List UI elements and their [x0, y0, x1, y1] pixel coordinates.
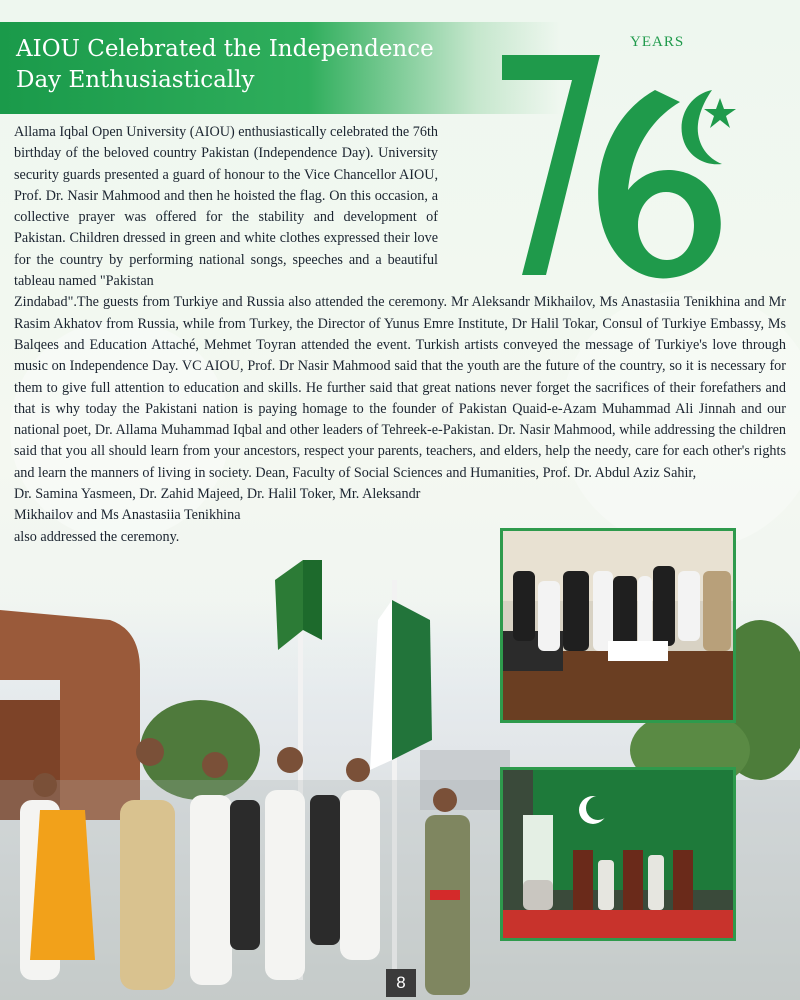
page-number: 8 — [386, 969, 416, 997]
article-paragraph-intro: Allama Iqbal Open University (AIOU) enthusiastically celebrated the 76th birthday of the beloved country Pakistan (Independence Day). University security guards presented a guard of honour to the Vice Chancellor AIOU, Prof. Dr. Nasir Mahmood and then he hoisted the flag. On this occasion, a collective prayer was offered for the stability and development of Pakistan. Children dressed in green and white clothes expressed their love for the country by performing national songs, speeches and a beautiful tableau named "Pakistan — [14, 124, 438, 290]
article-body — [14, 122, 786, 548]
title-band — [0, 22, 560, 114]
article-paragraph-tail-3: also addressed the ceremony. — [14, 528, 180, 545]
article-paragraph-tail-2: Mikhailov and Ms Anastasiia Tenikhina — [14, 507, 241, 524]
years-label: YEARS — [630, 34, 685, 50]
music-performance-illustration — [503, 770, 733, 938]
cake-cutting-photo — [500, 528, 736, 723]
article-paragraph-tail-1: Dr. Samina Yasmeen, Dr. Zahid Majeed, Dr. Halil Toker, Mr. Aleksandr — [14, 486, 421, 503]
article-paragraph-main: Zindabad".The guests from Turkiye and Russia also attended the ceremony. Mr Aleksandr Mikhailov, Ms Anastasiia Tenikhina and Mr Rasim Akhatov from Russia, while from Turkey, the Director of Yunus Emre Institute, Dr Halil Tokar, Consul of Turkiye Embassy, Ms Balqees and Education Attaché, Mehmet Toyran attended the event. Turkish artists conveyed the message of Turkiye's love through music on Independence Day. VC AIOU, Prof. Dr Nasir Mahmood said that the youth are the future of the country, so it is necessary for them to give full attention to education and skills. He further said that great nations never forget the sacrifices of their forefathers and that is why today the Pakistani nation is paying homage to the founder of Pakistan Quaid-e-Azam Muhammad Ali Jinnah and our national poet, Dr. Allama Muhammad Iqbal and other leaders of Tehreek-e-Pakistan. Dr. Nasir Mahmood, while addressing the children said that you all should learn from your ancestors, respect your parents, teachers, and elders, help the needy, care for each other's rights and learn the manners of living in society. Dean, Faculty of Social Sciences and Humanities, Prof. Dr. Abdul Aziz Sahir, — [14, 294, 786, 481]
cake-cutting-illustration — [503, 531, 733, 720]
music-performance-photo — [500, 767, 736, 941]
article-title: AIOU Celebrated the Independence Day Enthusiastically — [16, 36, 434, 93]
